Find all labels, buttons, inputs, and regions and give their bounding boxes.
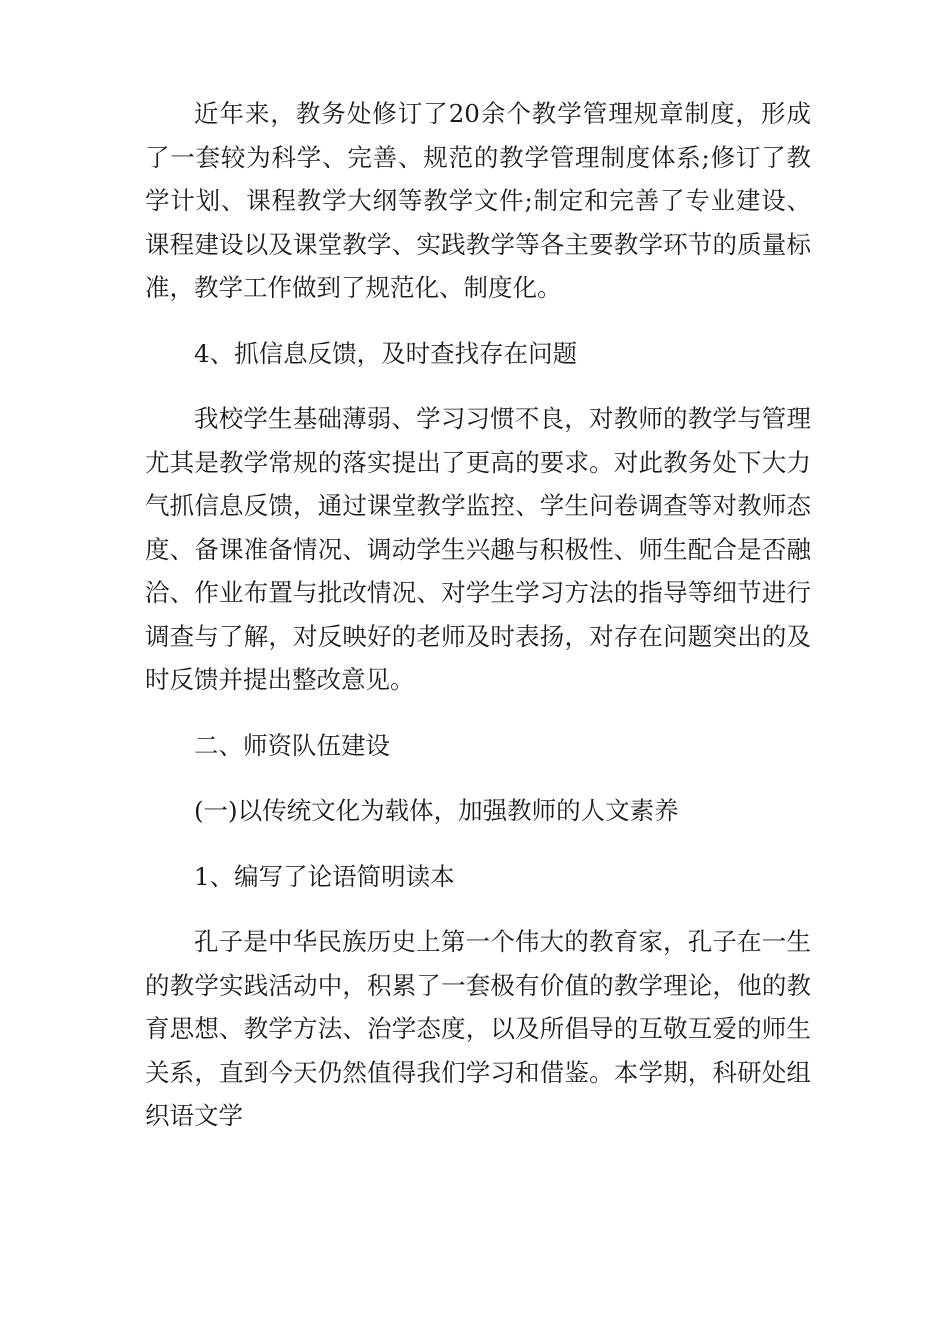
paragraph-gap xyxy=(145,702,811,724)
subsection-heading-culture: (一)以传统文化为载体，加强教师的人文素养 xyxy=(194,796,679,825)
paragraph-info-feedback: 我校学生基础薄弱、学习习惯不良，对教师的教学与管理尤其是教学常规的落实提出了更高的要求。对此教务处下大力气抓信息反馈，通过课堂教学监控、学生问卷调查等对教师态度、备课准备情况、调动学生兴趣与积极性、师生配合是否融洽、作业布置与批改情况、对学生学习方法的指导等细节进行调查与了解，对反映好的老师及时表扬，对存在问题突出的及时反馈并提出整改意见。 xyxy=(145,404,811,694)
paragraph-teaching-regulations: 近年来，教务处修订了20余个教学管理规章制度，形成了一套较为科学、完善、规范的教学管理制度体系;修订了教学计划、课程教学大纲等教学文件;制定和完善了专业建设、课程建设以及课堂教学、实践教学等各主要教学环节的质量标准，教学工作做到了规范化、制度化。 xyxy=(145,99,811,302)
section-heading-faculty: 二、师资队伍建设 xyxy=(194,730,390,760)
item-heading-analects: 1、编写了论语简明读本 xyxy=(194,861,455,891)
paragraph-gap xyxy=(145,833,811,855)
paragraph-gap xyxy=(145,375,811,397)
document-page xyxy=(145,92,811,1138)
section-heading-info-feedback: 4、抓信息反馈，及时查找存在问题 xyxy=(194,338,578,368)
paragraph-gap xyxy=(145,310,811,332)
paragraph-gap xyxy=(145,767,811,789)
paragraph-gap xyxy=(145,898,811,920)
paragraph-confucius: 孔子是中华民族历史上第一个伟大的教育家，孔子在一生的教学实践活动中，积累了一套极有价值的教学理论，他的教育思想、教学方法、治学态度，以及所倡导的互敬互爱的师生关系，直到今天仍然值得我们学习和借鉴。本学期，科研处组织语文学 xyxy=(145,927,811,1130)
